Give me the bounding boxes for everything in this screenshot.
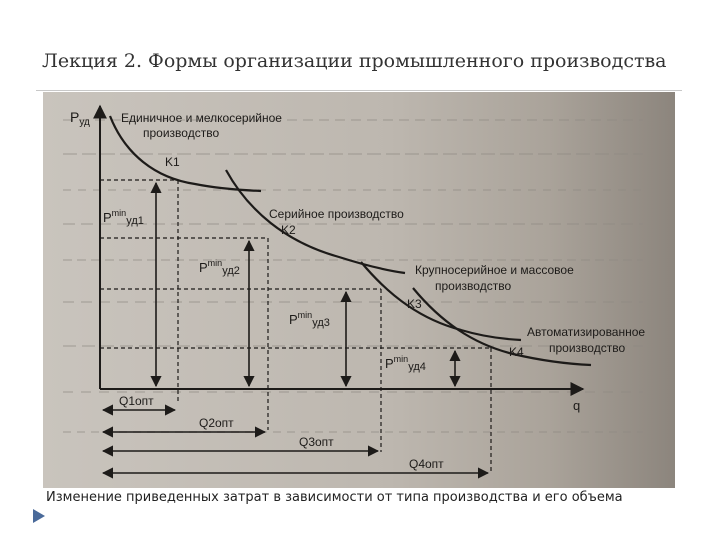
figure-caption: Изменение приведенных затрат в зависимости от типа производства и его объема (46, 490, 623, 505)
point-k3-label: K3 (407, 297, 422, 311)
curve-4-label-line1: Автоматизированное (527, 325, 646, 339)
p-min-3-label: $P^{min}_{уд3}$ (289, 310, 330, 329)
scanned-diagram (43, 92, 675, 488)
cost-curves-diagram (43, 92, 675, 488)
slide-title: Лекция 2. Формы организации промышленного производства (42, 50, 667, 72)
q3-opt-label: Q3опт (299, 435, 334, 449)
y-axis-label: $P_{уд}$ (70, 109, 90, 128)
curve-1-label-line1: Единичное и мелкосерийное (121, 111, 282, 125)
triangle-bullet-icon (32, 508, 46, 524)
point-k2-label: K2 (281, 223, 296, 237)
point-k4-label: K4 (509, 345, 524, 359)
p-min-2-label: $P^{min}_{уд2}$ (199, 258, 240, 277)
q4-opt-label: Q4опт (409, 457, 444, 471)
curve-1-label-line2: производство (143, 126, 220, 140)
curve-3-label-line2: производство (435, 279, 512, 293)
q1-opt-label: Q1опт (119, 394, 154, 408)
p-min-4-label: $P^{min}_{уд4}$ (385, 354, 426, 373)
x-axis-label: q (573, 398, 581, 413)
curve-4-label-line2: производство (549, 341, 626, 355)
curve-2-label: Серийное производство (269, 207, 404, 221)
point-k1-label: K1 (165, 155, 180, 169)
title-divider (36, 90, 682, 91)
curve-serial (226, 170, 405, 273)
q2-opt-label: Q2опт (199, 416, 234, 430)
p-min-1-label: $P^{min}_{уд1}$ (103, 208, 144, 227)
curve-3-label-line1: Крупносерийное и массовое (415, 263, 574, 277)
